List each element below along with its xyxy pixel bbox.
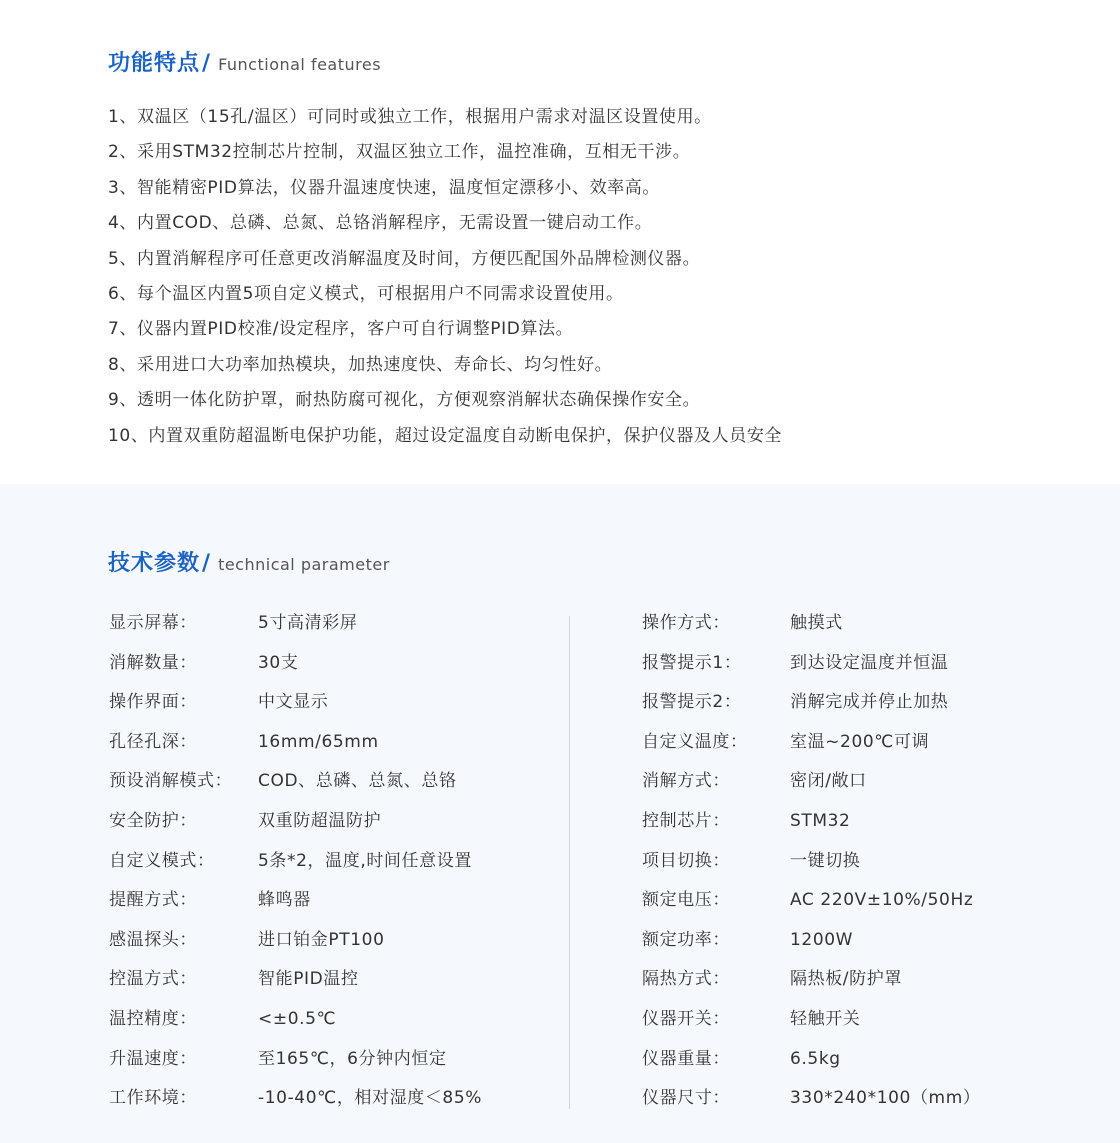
params-heading xyxy=(108,546,390,577)
param-row xyxy=(109,647,482,687)
param-label: 控温方式： xyxy=(109,969,197,990)
param-row xyxy=(109,726,482,766)
param-value: 密闭/敞口 xyxy=(790,771,867,792)
param-label: 额定功率： xyxy=(642,929,730,950)
param-value: 到达设定温度并恒温 xyxy=(790,652,949,673)
param-label: 消解方式： xyxy=(642,771,730,792)
param-value: 16mm/65mm xyxy=(258,731,379,752)
param-row xyxy=(109,607,482,647)
param-label: 孔径孔深： xyxy=(109,731,197,752)
param-row xyxy=(109,845,482,885)
param-row xyxy=(642,963,980,1003)
param-row xyxy=(109,963,482,1003)
param-value: 轻触开关 xyxy=(790,1008,861,1029)
param-row xyxy=(642,924,980,964)
param-row xyxy=(109,884,482,924)
param-row xyxy=(642,726,980,766)
param-label: 项目切换： xyxy=(642,850,730,871)
params-heading-slash: / xyxy=(202,551,211,576)
column-divider xyxy=(569,616,570,1109)
param-label: 仪器开关： xyxy=(642,1008,730,1029)
param-label: 升温速度： xyxy=(109,1048,197,1069)
param-value: -10-40℃，相对湿度＜85% xyxy=(258,1088,483,1109)
features-heading-en: Functional features xyxy=(218,55,382,74)
param-row xyxy=(642,607,980,647)
param-label: 控制芯片： xyxy=(642,810,730,831)
param-label: 工作环境： xyxy=(109,1088,197,1109)
feature-item-2: 2、采用STM32控制芯片控制，双温区独立工作，温控准确，互相无干涉。 xyxy=(108,142,691,163)
param-value: STM32 xyxy=(790,810,851,831)
param-row xyxy=(109,765,482,805)
param-value: 6.5kg xyxy=(790,1048,841,1069)
param-value: 中文显示 xyxy=(258,692,329,713)
features-heading-slash: / xyxy=(202,51,211,76)
param-value: 1200W xyxy=(790,929,854,950)
param-value: 进口铂金PT100 xyxy=(258,929,385,950)
param-label: 额定电压： xyxy=(642,890,730,911)
param-value: 330*240*100（mm） xyxy=(790,1088,981,1109)
param-row xyxy=(642,845,980,885)
param-label: 温控精度： xyxy=(109,1008,197,1029)
param-label: 操作界面： xyxy=(109,692,197,713)
feature-item-10: 10、内置双重防超温断电保护功能，超过设定温度自动断电保护，保护仪器及人员安全 xyxy=(108,425,783,446)
param-label: 自定义模式： xyxy=(109,850,215,871)
param-label: 仪器尺寸： xyxy=(642,1088,730,1109)
param-row xyxy=(642,805,980,845)
features-heading xyxy=(108,46,381,77)
param-row xyxy=(642,647,980,687)
param-value: 智能PID温控 xyxy=(258,969,359,990)
features-heading-cn: 功能特点 xyxy=(108,51,201,76)
param-label: 显示屏幕： xyxy=(109,613,197,633)
param-value: <±0.5℃ xyxy=(258,1008,337,1029)
functional-features-section xyxy=(0,0,1120,484)
feature-item-5: 5、内置消解程序可任意更改消解温度及时间，方便匹配国外品牌检测仪器。 xyxy=(108,248,701,269)
param-value: 蜂鸣器 xyxy=(258,890,311,911)
param-row xyxy=(642,1043,980,1083)
feature-item-7: 7、仪器内置PID校准/设定程序，客户可自行调整PID算法。 xyxy=(108,319,574,340)
param-value: AC 220V±10%/50Hz xyxy=(790,890,974,911)
feature-item-8: 8、采用进口大功率加热模块，加热速度快、寿命长、均匀性好。 xyxy=(108,354,613,375)
feature-item-6: 6、每个温区内置5项自定义模式，可根据用户不同需求设置使用。 xyxy=(108,283,624,304)
param-value: 至165℃，6分钟内恒定 xyxy=(258,1048,447,1069)
param-value: 消解完成并停止加热 xyxy=(790,692,949,713)
param-label: 预设消解模式： xyxy=(109,771,233,792)
param-row xyxy=(109,1003,482,1043)
param-value: 触摸式 xyxy=(790,613,843,633)
param-value: COD、总磷、总氮、总铬 xyxy=(258,771,457,792)
param-row xyxy=(109,1082,482,1122)
param-row xyxy=(109,1043,482,1083)
feature-item-9: 9、透明一体化防护罩，耐热防腐可视化，方便观察消解状态确保操作安全。 xyxy=(108,390,701,411)
params-left-column xyxy=(109,607,482,1122)
param-value: 5条*2，温度,时间任意设置 xyxy=(258,850,472,871)
param-row xyxy=(642,1082,980,1122)
param-row xyxy=(642,884,980,924)
feature-list xyxy=(108,103,782,457)
params-right-column xyxy=(642,607,980,1122)
param-label: 消解数量： xyxy=(109,652,197,673)
param-row xyxy=(109,686,482,726)
param-label: 操作方式： xyxy=(642,613,730,633)
params-heading-en: technical parameter xyxy=(218,555,390,574)
param-value: 30支 xyxy=(258,652,299,673)
param-value: 5寸高清彩屏 xyxy=(258,613,358,633)
feature-item-4: 4、内置COD、总磷、总氮、总铬消解程序，无需设置一键启动工作。 xyxy=(108,213,653,234)
param-row xyxy=(109,805,482,845)
feature-item-3: 3、智能精密PID算法，仪器升温速度快速，温度恒定漂移小、效率高。 xyxy=(108,177,660,198)
param-row xyxy=(642,686,980,726)
params-heading-cn: 技术参数 xyxy=(108,551,201,576)
param-label: 安全防护： xyxy=(109,810,197,831)
param-value: 室温~200℃可调 xyxy=(790,731,930,752)
param-label: 自定义温度： xyxy=(642,731,748,752)
param-label: 报警提示1： xyxy=(642,652,742,673)
param-label: 仪器重量： xyxy=(642,1048,730,1069)
param-label: 感温探头： xyxy=(109,929,197,950)
param-label: 报警提示2： xyxy=(642,692,742,713)
param-label: 隔热方式： xyxy=(642,969,730,990)
param-value: 双重防超温防护 xyxy=(258,810,382,831)
param-row xyxy=(642,1003,980,1043)
feature-item-1: 1、双温区（15孔/温区）可同时或独立工作，根据用户需求对温区设置使用。 xyxy=(108,107,712,127)
param-row xyxy=(109,924,482,964)
param-label: 提醒方式： xyxy=(109,890,197,911)
param-row xyxy=(642,765,980,805)
param-value: 隔热板/防护罩 xyxy=(790,969,902,990)
param-value: 一键切换 xyxy=(790,850,861,871)
